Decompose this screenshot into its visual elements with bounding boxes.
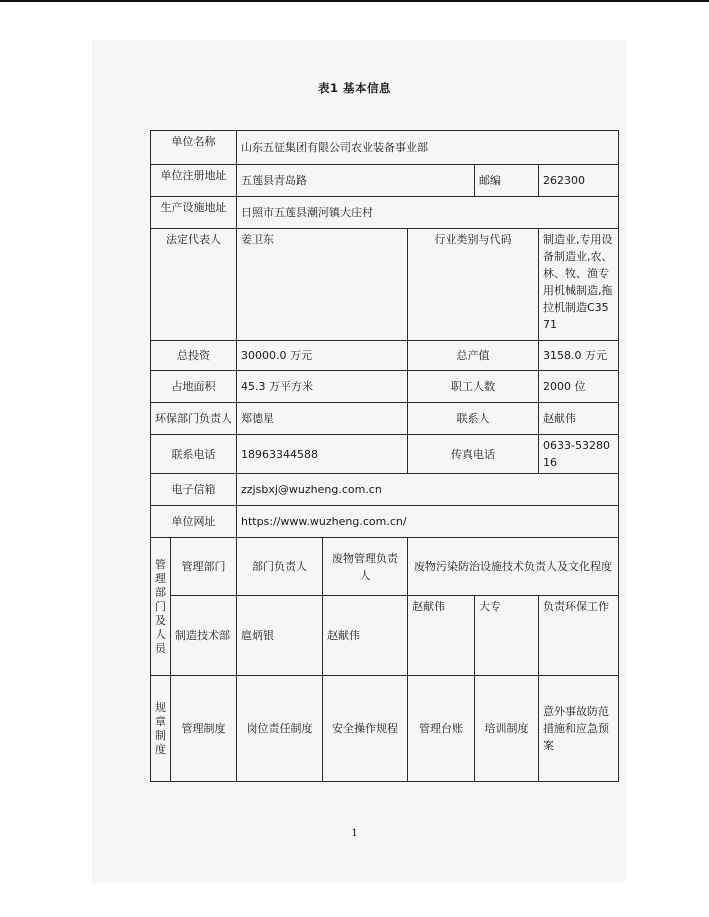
contact-label: 联系人: [408, 403, 539, 435]
postcode-label: 邮编: [475, 165, 539, 197]
reg-addr-label: 单位注册地址: [151, 165, 237, 197]
rule-item: 管理台账: [408, 676, 475, 782]
email-value: zzjsbxj@wuzheng.com.cn: [237, 474, 619, 506]
mgmt-dept: 制造技术部: [171, 596, 237, 676]
workers-value: 2000 位: [539, 371, 619, 403]
industry-value: 制造业,专用设备制造业,农、林、牧、渔专用机械制造,拖拉机制造C3571: [539, 229, 619, 341]
reg-addr-value: 五莲县青岛路: [237, 165, 475, 197]
legal-rep-label: 法定代表人: [151, 229, 237, 341]
rule-item: 培训制度: [475, 676, 539, 782]
mgmt-waste: 赵献伟: [323, 596, 408, 676]
rule-item: 意外事故防范措施和应急预案: [539, 676, 619, 782]
postcode-value: 262300: [539, 165, 619, 197]
unit-name-value: 山东五征集团有限公司农业装备事业部: [237, 131, 619, 165]
mgmt-tech-duty: 负责环保工作: [539, 596, 619, 676]
legal-rep-value: 姜卫东: [237, 229, 408, 341]
mgmt-header-head: 部门负责人: [237, 538, 323, 596]
rule-item: 安全操作规程: [323, 676, 408, 782]
table-title: 表1 基本信息: [317, 81, 391, 95]
unit-name-label: 单位名称: [151, 131, 237, 165]
mgmt-tech-edu: 大专: [475, 596, 539, 676]
prod-addr-label: 生产设施地址: [151, 197, 237, 229]
rule-item: 管理制度: [171, 676, 237, 782]
basic-info-table: [150, 130, 619, 782]
mgmt-side-label: 管理部门及人员: [151, 538, 171, 676]
investment-value: 30000.0 万元: [237, 341, 408, 371]
email-label: 电子信箱: [151, 474, 237, 506]
mgmt-header-waste: 废物管理负责人: [323, 538, 408, 596]
phone-label: 联系电话: [151, 435, 237, 474]
fax-label: 传真电话: [408, 435, 539, 474]
website-label: 单位网址: [151, 506, 237, 538]
mgmt-header-dept: 管理部门: [171, 538, 237, 596]
investment-label: 总投资: [151, 341, 237, 371]
env-head-label: 环保部门负责人: [151, 403, 237, 435]
website-value: https://www.wuzheng.com.cn/: [237, 506, 619, 538]
mgmt-header-tech: 废物污染防治设施技术负责人及文化程度: [408, 538, 619, 596]
output-label: 总产值: [408, 341, 539, 371]
mgmt-head: 扈炳银: [237, 596, 323, 676]
fax-value: 0633-5328016: [539, 435, 619, 474]
page-number: 1: [351, 828, 358, 839]
output-value: 3158.0 万元: [539, 341, 619, 371]
rule-item: 岗位责任制度: [237, 676, 323, 782]
industry-label: 行业类别与代码: [408, 229, 539, 341]
area-value: 45.3 万平方米: [237, 371, 408, 403]
contact-value: 赵献伟: [539, 403, 619, 435]
prod-addr-value: 日照市五莲县潮河镇大庄村: [237, 197, 619, 229]
mgmt-tech-name: 赵献伟: [408, 596, 475, 676]
area-label: 占地面积: [151, 371, 237, 403]
top-border-line: [0, 0, 709, 2]
workers-label: 职工人数: [408, 371, 539, 403]
env-head-value: 郑德星: [237, 403, 408, 435]
phone-value: 18963344588: [237, 435, 408, 474]
rules-side-label: 规章制度: [151, 676, 171, 782]
